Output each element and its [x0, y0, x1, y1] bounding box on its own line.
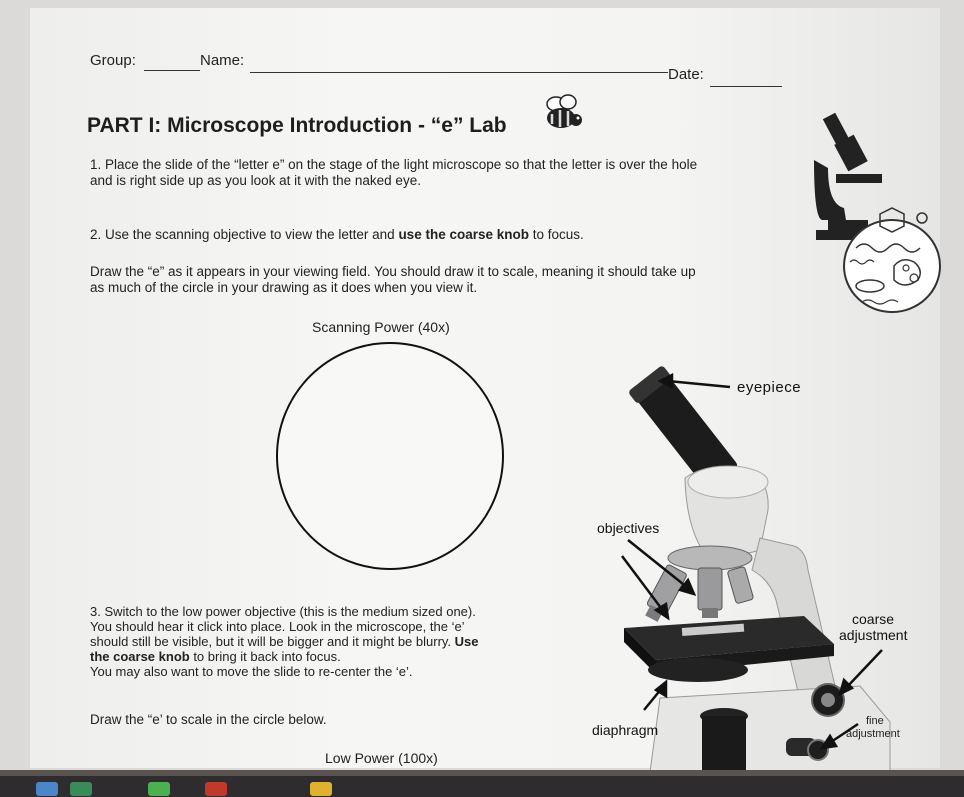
dock-icon-5[interactable]	[310, 782, 332, 796]
step-3-line-4: to bring it back into focus.	[189, 649, 341, 664]
page-title: PART I: Microscope Introduction - “e” Lab	[87, 114, 507, 137]
step-1-line-1: 1. Place the slide of the “letter e” on the stage of the light microscope so that the letter is over the hole	[90, 157, 698, 172]
scanning-power-circle[interactable]	[274, 338, 506, 574]
label-fine-adjustment: adjustment	[846, 728, 900, 740]
microscope-cell-clipart	[810, 108, 942, 316]
step-3-line-1: 3. Switch to the low power objective (this is the medium sized one).	[90, 604, 476, 619]
circle-1-caption: Scanning Power (40x)	[312, 319, 450, 335]
step-3-line-3-bold: Use	[454, 634, 479, 649]
group-blank-line	[144, 54, 200, 71]
name-label: Name:	[200, 52, 245, 69]
step-3-line-4-bold: the coarse knob	[90, 649, 190, 664]
draw-instruction-2: Draw the “e’ to scale in the circle below.	[90, 712, 327, 727]
group-label: Group:	[90, 52, 136, 69]
label-objectives: objectives	[597, 520, 660, 536]
label-coarse: coarse	[852, 611, 895, 627]
label-diaphragm: diaphragm	[592, 722, 659, 738]
dock-icon-4[interactable]	[205, 782, 227, 796]
draw-1-line-1: Draw the “e” as it appears in your viewing field. You should draw it to scale, meaning it should take up	[90, 264, 696, 279]
step-2-text: 2. Use the scanning objective to view the letter and	[90, 227, 399, 242]
label-fine: fine	[866, 715, 884, 727]
dock-icon-3[interactable]	[148, 782, 170, 796]
step-3-line-3: should still be visible, but it will be bigger and it might be blurry.	[90, 634, 455, 649]
microscope-diagram	[590, 360, 940, 780]
step-2	[90, 227, 584, 243]
step-3-line-2: You should hear it click into place. Look in the microscope, the ‘e’	[90, 619, 465, 634]
label-eyepiece: eyepiece	[737, 379, 802, 396]
step-2-bold: use the coarse knob	[398, 227, 529, 242]
draw-instruction-1	[90, 264, 696, 296]
step-1-line-2: and is right side up as you look at it with the naked eye.	[90, 173, 421, 188]
circle-2-caption: Low Power (100x)	[325, 750, 438, 766]
date-label: Date:	[668, 66, 704, 83]
bee-clipart	[536, 92, 586, 134]
step-3	[90, 604, 479, 679]
dock-icon-1[interactable]	[36, 782, 58, 796]
date-blank-line	[710, 70, 782, 87]
step-1	[90, 157, 697, 189]
draw-1-line-2: as much of the circle in your drawing as it does when you view it.	[90, 280, 478, 295]
taskbar-dock	[0, 776, 964, 797]
step-2-text-end: to focus.	[528, 227, 584, 242]
step-3-line-5: You may also want to move the slide to re-center the ‘e’.	[90, 664, 413, 679]
label-coarse-adjustment: adjustment	[839, 627, 908, 643]
name-blank-line	[250, 56, 668, 73]
dock-icon-2[interactable]	[70, 782, 92, 796]
